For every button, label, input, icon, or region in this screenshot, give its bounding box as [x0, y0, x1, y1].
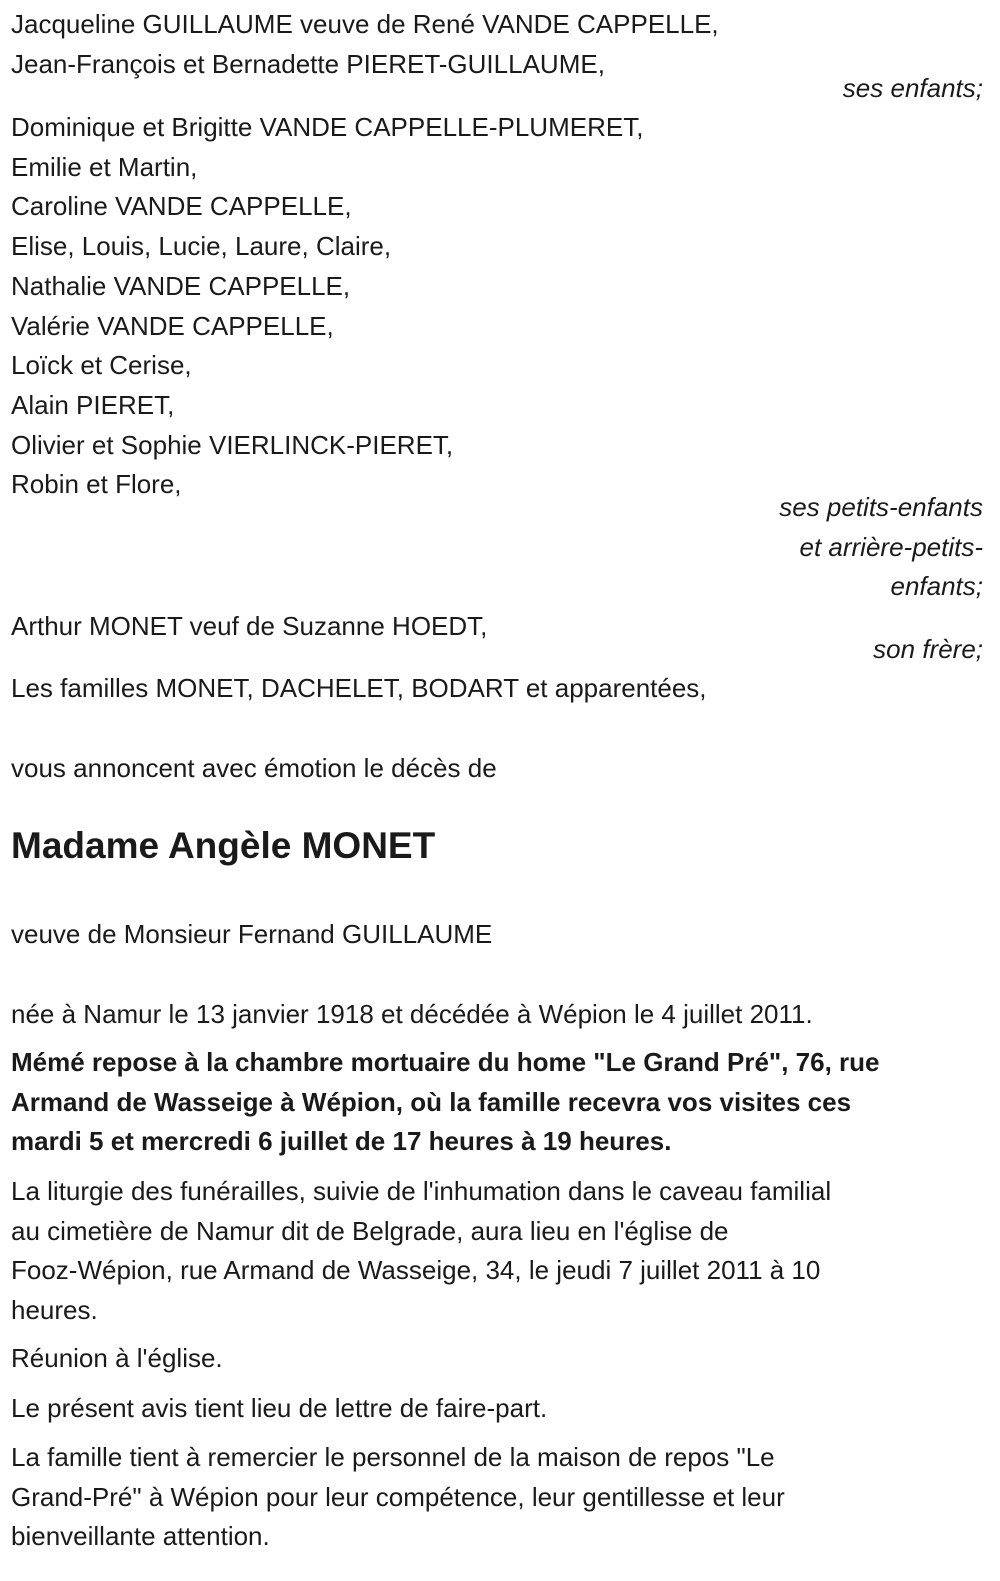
- children-role: ses enfants;: [842, 73, 983, 103]
- thanks-line: Grand-Pré" à Wépion pour leur compétence, leur gentillesse et leur: [11, 1481, 785, 1512]
- widow-of: veuve de Monsieur Fernand GUILLAUME: [11, 919, 493, 949]
- funeral-line: La liturgie des funérailles, suivie de l'inhumation dans le caveau familial: [11, 1176, 832, 1206]
- role-line: ses petits-enfants: [779, 492, 983, 522]
- grandchild-line: Alain PIERET,: [11, 389, 175, 420]
- funeral-info: [11, 1172, 983, 1331]
- grandchild-line: Valérie VANDE CAPPELLE,: [11, 310, 334, 341]
- grandchild-line: Olivier et Sophie VIERLINCK-PIERET,: [11, 429, 454, 460]
- grandchild-line: Dominique et Brigitte VANDE CAPPELLE-PLUMERET,: [11, 112, 644, 142]
- visit-line: Mémé repose à la chambre mortuaire du home "Le Grand Pré", 76, rue: [11, 1047, 880, 1077]
- thanks-line: bienveillante attention.: [11, 1521, 270, 1552]
- funeral-line: au cimetière de Namur dit de Belgrade, aura lieu en l'église de: [11, 1215, 729, 1246]
- grandchild-line: Loïck et Cerise,: [11, 350, 192, 381]
- brother: Arthur MONET veuf de Suzanne HOEDT,: [11, 611, 488, 641]
- brother-role: son frère;: [873, 634, 983, 664]
- child-line: Jacqueline GUILLAUME veuve de René VANDE CAPPELLE,: [11, 9, 719, 39]
- grandchild-line: Elise, Louis, Lucie, Laure, Claire,: [11, 231, 392, 262]
- children-list: [11, 5, 983, 84]
- visit-info: [11, 1043, 983, 1162]
- role-line: et arrière-petits-: [799, 531, 983, 562]
- notice: Le présent avis tient lieu de lettre de faire-part.: [11, 1393, 548, 1423]
- meeting: Réunion à l'église.: [11, 1343, 223, 1373]
- funeral-line: heures.: [11, 1295, 98, 1326]
- grandchildren-role: [779, 488, 983, 607]
- visit-line: Armand de Wasseige à Wépion, où la famille recevra vos visites ces: [11, 1086, 852, 1117]
- role-line: enfants;: [890, 571, 983, 601]
- visit-line: mardi 5 et mercredi 6 juillet de 17 heures à 19 heures.: [11, 1126, 672, 1157]
- grandchild-line: Emilie et Martin,: [11, 151, 198, 182]
- child-line: Jean-François et Bernadette PIERET-GUILLAUME,: [11, 48, 605, 79]
- funeral-line: Fooz-Wépion, rue Armand de Wasseige, 34, le jeudi 7 juillet 2011 à 10: [11, 1255, 821, 1286]
- deceased-name: Madame Angèle MONET: [11, 825, 436, 866]
- families: Les familles MONET, DACHELET, BODART et apparentées,: [11, 673, 707, 703]
- grandchild-line: Nathalie VANDE CAPPELLE,: [11, 270, 351, 301]
- grandchild-line: Caroline VANDE CAPPELLE,: [11, 191, 352, 222]
- grandchild-line: Robin et Flore,: [11, 469, 182, 500]
- thanks-line: La famille tient à remercier le personnel de la maison de repos "Le: [11, 1442, 775, 1472]
- grandchildren-list: [11, 108, 983, 505]
- birth-death: née à Namur le 13 janvier 1918 et décédée à Wépion le 4 juillet 2011.: [11, 999, 813, 1029]
- thanks: [11, 1438, 983, 1557]
- announcement: vous annoncent avec émotion le décès de: [11, 753, 497, 783]
